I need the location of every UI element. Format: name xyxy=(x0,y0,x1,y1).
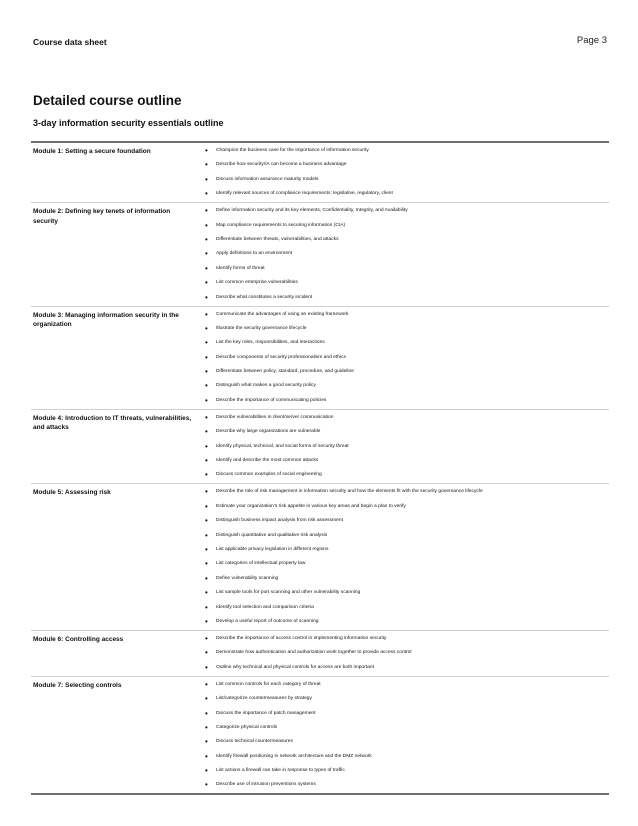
module-topic-list xyxy=(202,307,609,409)
topic-item: • Define information security and its key elements, Confidentiality, Integrity, and Availability xyxy=(205,207,609,215)
topic-item: • Describe components of security professionalism and ethics xyxy=(205,354,609,362)
topic-item: • Develop a useful report of outcome of scanning xyxy=(205,618,609,626)
page-number: Page 3 xyxy=(576,35,607,46)
course-outline-table xyxy=(31,141,609,795)
topic-item: • Describe vulnerabilities in client/server communication xyxy=(205,414,609,422)
topic-item: • Demonstrate how authentication and authorization work together to provide access control xyxy=(205,649,609,657)
module-row xyxy=(31,307,609,410)
document-title: Course data sheet xyxy=(33,37,107,47)
topic-item: • Champion the business case for the importance of information security xyxy=(205,147,609,155)
topic-item: • Describe the role of risk management in information security and how the elements fit with the security governance lifecycle xyxy=(205,488,609,496)
module-row xyxy=(31,484,609,631)
topic-item: • Describe the importance of communicating policies xyxy=(205,397,609,405)
topic-item: • List applicable privacy legislation in different regions xyxy=(205,546,609,554)
topic-item: • List/categorize countermeasures by strategy xyxy=(205,695,609,703)
module-row xyxy=(31,203,609,306)
module-title: Module 6: Controlling access xyxy=(33,635,124,643)
module-row xyxy=(31,677,609,796)
topic-item: • Describe the importance of access control in implementing information security xyxy=(205,635,609,643)
topic-item: • Categorize physical controls xyxy=(205,724,609,732)
topic-item: • List common enterprise vulnerabilities xyxy=(205,279,609,287)
module-topic-list xyxy=(202,631,609,676)
topic-item: • Describe why large organizations are vulnerable xyxy=(205,428,609,436)
topic-item: • Identify forms of threat xyxy=(205,265,609,273)
module-topic-list xyxy=(202,203,609,305)
module-row xyxy=(31,410,609,485)
topic-item: • List actions a firewall can take in response to types of traffic xyxy=(205,767,609,775)
module-title: Module 1: Setting a secure foundation xyxy=(33,148,151,155)
topic-item: • Distinguish business impact analysis from risk assessment xyxy=(205,517,609,525)
topic-item: • List common controls for each category of threat xyxy=(205,681,609,689)
topic-item: • List categories of intellectual property law xyxy=(205,560,609,568)
topic-item: • Identify and describe the most common attacks xyxy=(205,457,609,465)
topic-item: • Communicate the advantages of using an existing framework xyxy=(205,311,609,319)
topic-item: • Differentiate between policy, standard, procedure, and guideline xyxy=(205,368,609,376)
module-topic-list xyxy=(202,410,609,484)
module-title: Module 5: Assessing risk xyxy=(33,489,111,497)
topic-item: • Distinguish what makes a good security policy xyxy=(205,382,609,390)
module-title: Module 4: Introduction to IT threats, vulnerabilities, and attacks xyxy=(33,414,192,432)
module-topic-list xyxy=(202,143,609,202)
topic-item: • Identify physical, technical, and social forms of security threat xyxy=(205,443,609,451)
topic-item: • Discuss technical countermeasures xyxy=(205,738,609,746)
topic-item: • Identify firewall positioning in network architecture and the DMZ network xyxy=(205,753,609,761)
page-header xyxy=(33,35,607,51)
topic-item: • Discuss the importance of patch management xyxy=(205,710,609,718)
topic-item: • Describe use of intrusion preventions systems xyxy=(205,781,609,789)
topic-item: • Outline why technical and physical controls for access are both important xyxy=(205,664,609,672)
topic-item: • Describe what constitutes a security incident xyxy=(205,294,609,302)
topic-item: • List sample tools for port scanning and other vulnerability scanning xyxy=(205,589,609,597)
module-row xyxy=(31,143,609,203)
section-heading: Detailed course outline xyxy=(33,93,182,108)
section-subheading: 3-day information security essentials outline xyxy=(33,118,224,128)
module-topic-list xyxy=(202,484,609,630)
topic-item: • Apply definitions to an environment xyxy=(205,250,609,258)
module-topic-list xyxy=(202,677,609,794)
module-row xyxy=(31,631,609,677)
module-title: Module 3: Managing information security in the organization xyxy=(33,311,179,328)
topic-item: • Describe how security/IA can become a business advantage xyxy=(205,161,609,169)
topic-item: • Map compliance requirements to securing information (CIA) xyxy=(205,222,609,230)
topic-item: • Define vulnerability scanning xyxy=(205,575,609,583)
topic-item: • Identify tool selection and comparison criteria xyxy=(205,604,609,612)
topic-item: • Distinguish quantitative and qualitative risk analysis xyxy=(205,532,609,540)
module-title: Module 7: Selecting controls xyxy=(33,681,122,689)
topic-item: • Discuss common examples of social engineering xyxy=(205,471,609,479)
topic-item: • Illustrate the security governance lifecycle xyxy=(205,325,609,333)
topic-item: • Differentiate between threats, vulnerabilities, and attacks xyxy=(205,236,609,244)
topic-item: • Identify relevant sources of compliance requirements: legislative, regulatory, client xyxy=(205,190,609,198)
module-title: Module 2: Defining key tenets of information security xyxy=(33,208,171,225)
topic-item: • Discuss information assurance maturity models xyxy=(205,176,609,184)
topic-item: • List the key roles, responsibilities, and interactions xyxy=(205,339,609,347)
topic-item: • Estimate your organization's risk appetite in various key areas and begin a plan to verify xyxy=(205,503,609,511)
